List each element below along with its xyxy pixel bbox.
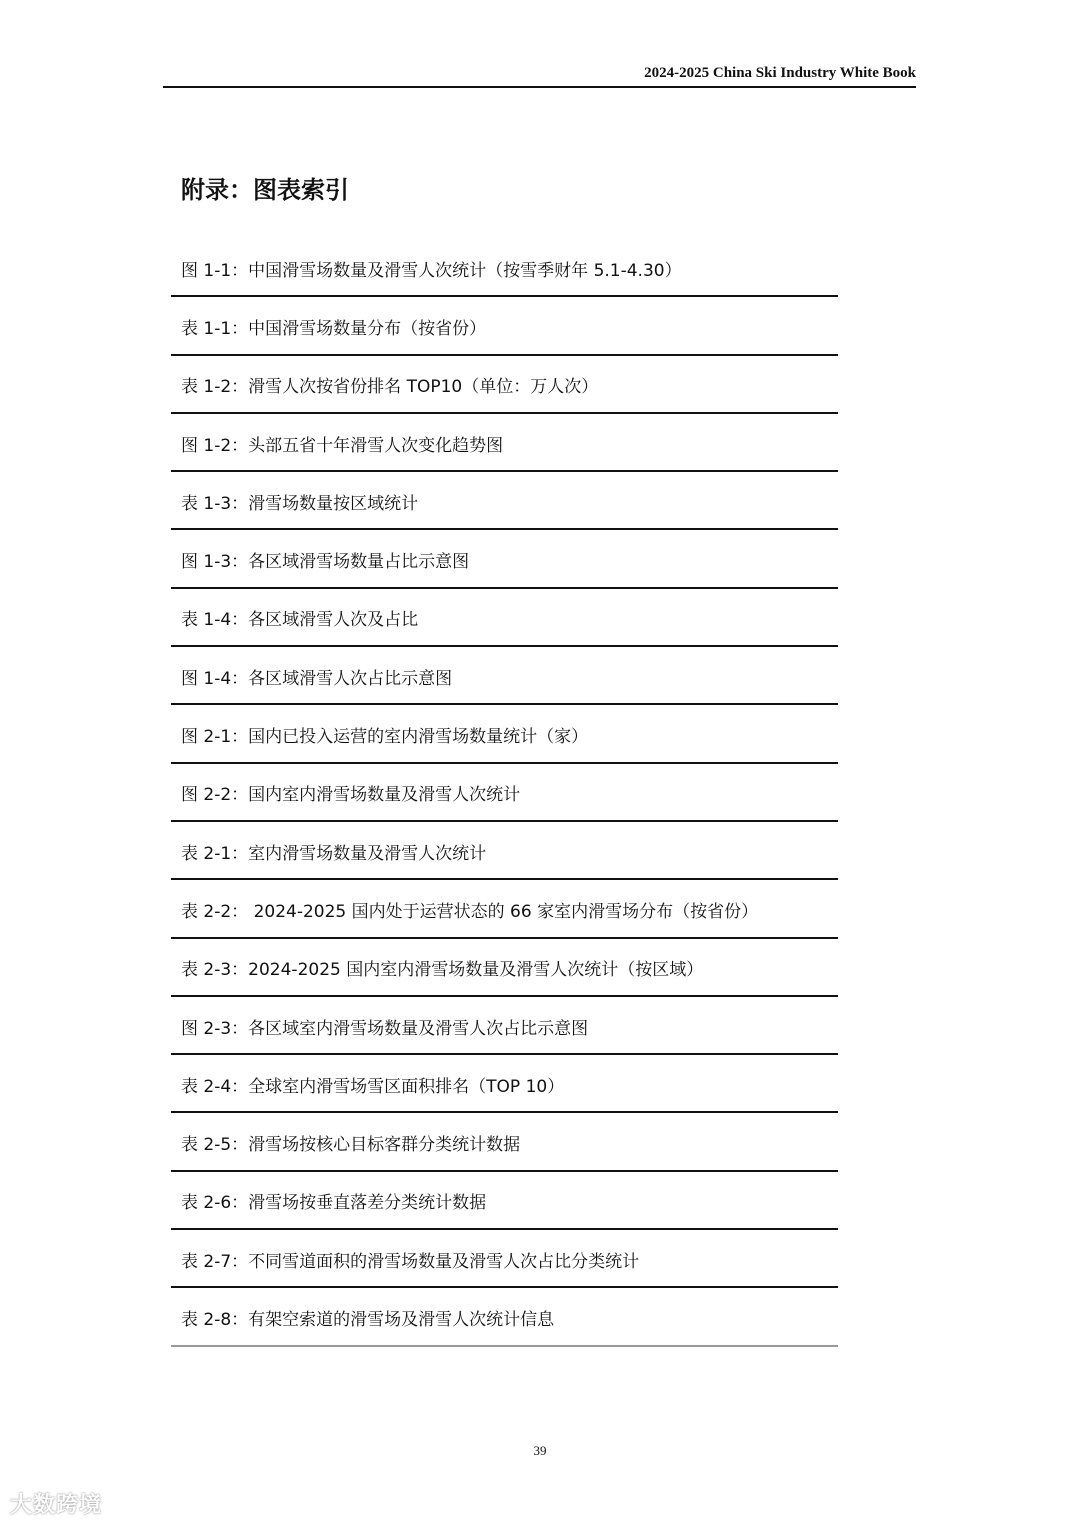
index-entry	[171, 880, 838, 938]
index-entry-label: 图 2-1：国内已投入运营的室内滑雪场数量统计（家）	[181, 727, 589, 748]
index-entry	[171, 822, 838, 880]
figure-table-index	[171, 239, 838, 1347]
index-entry	[171, 997, 838, 1055]
index-entry-label: 图 1-2：头部五省十年滑雪人次变化趋势图	[181, 435, 504, 456]
index-entry-label: 表 2-5：滑雪场按核心目标客群分类统计数据	[181, 1135, 521, 1156]
index-entry	[171, 356, 838, 414]
index-entry-label: 表 2-4：全球室内滑雪场雪区面积排名（TOP 10）	[181, 1076, 565, 1097]
index-entry-label: 表 2-1：室内滑雪场数量及滑雪人次统计	[181, 843, 487, 864]
index-entry	[171, 764, 838, 822]
index-entry	[171, 1172, 838, 1230]
index-entry-label: 表 1-3：滑雪场数量按区域统计	[181, 493, 419, 514]
index-entry	[171, 589, 838, 647]
index-entry	[171, 705, 838, 763]
index-entry	[171, 414, 838, 472]
index-entry-label: 表 2-3：2024-2025 国内室内滑雪场数量及滑雪人次统计（按区域）	[181, 960, 704, 981]
index-entry	[171, 297, 838, 355]
index-entry	[171, 1055, 838, 1113]
index-entry	[171, 939, 838, 997]
index-entry	[171, 239, 838, 297]
index-entry	[171, 1288, 838, 1346]
index-entry	[171, 1113, 838, 1171]
index-entry-label: 表 2-6：滑雪场按垂直落差分类统计数据	[181, 1193, 487, 1214]
index-entry-label: 图 1-4：各区域滑雪人次占比示意图	[181, 668, 453, 689]
index-entry-label: 表 1-4：各区域滑雪人次及占比	[181, 610, 419, 631]
index-entry-label: 图 1-1：中国滑雪场数量及滑雪人次统计（按雪季财年 5.1-4.30）	[181, 260, 682, 281]
index-entry	[171, 1230, 838, 1288]
page-number: 39	[533, 1443, 547, 1458]
index-entry-label: 表 2-2： 2024-2025 国内处于运营状态的 66 家室内滑雪场分布（按省份）	[181, 901, 759, 922]
watermark-logo: 大数跨境	[10, 1493, 103, 1518]
index-entry-label: 表 2-8：有架空索道的滑雪场及滑雪人次统计信息	[181, 1309, 555, 1330]
index-entry-label: 表 1-1：中国滑雪场数量分布（按省份）	[181, 318, 487, 339]
header-divider	[163, 86, 916, 88]
index-entry-label: 表 2-7：不同雪道面积的滑雪场数量及滑雪人次占比分类统计	[181, 1251, 640, 1272]
index-entry-label: 图 2-2：国内室内滑雪场数量及滑雪人次统计	[181, 785, 521, 806]
index-entry-label: 图 2-3：各区域室内滑雪场数量及滑雪人次占比示意图	[181, 1018, 589, 1039]
index-entry	[171, 647, 838, 705]
page-title: 附录：图表索引	[181, 176, 349, 204]
index-entry-label: 图 1-3：各区域滑雪场数量占比示意图	[181, 552, 470, 573]
index-entry	[171, 530, 838, 588]
index-entry	[171, 472, 838, 530]
running-header: 2024-2025 China Ski Industry White Book	[644, 65, 916, 81]
index-entry-label: 表 1-2：滑雪人次按省份排名 TOP10（单位：万人次）	[181, 377, 599, 398]
